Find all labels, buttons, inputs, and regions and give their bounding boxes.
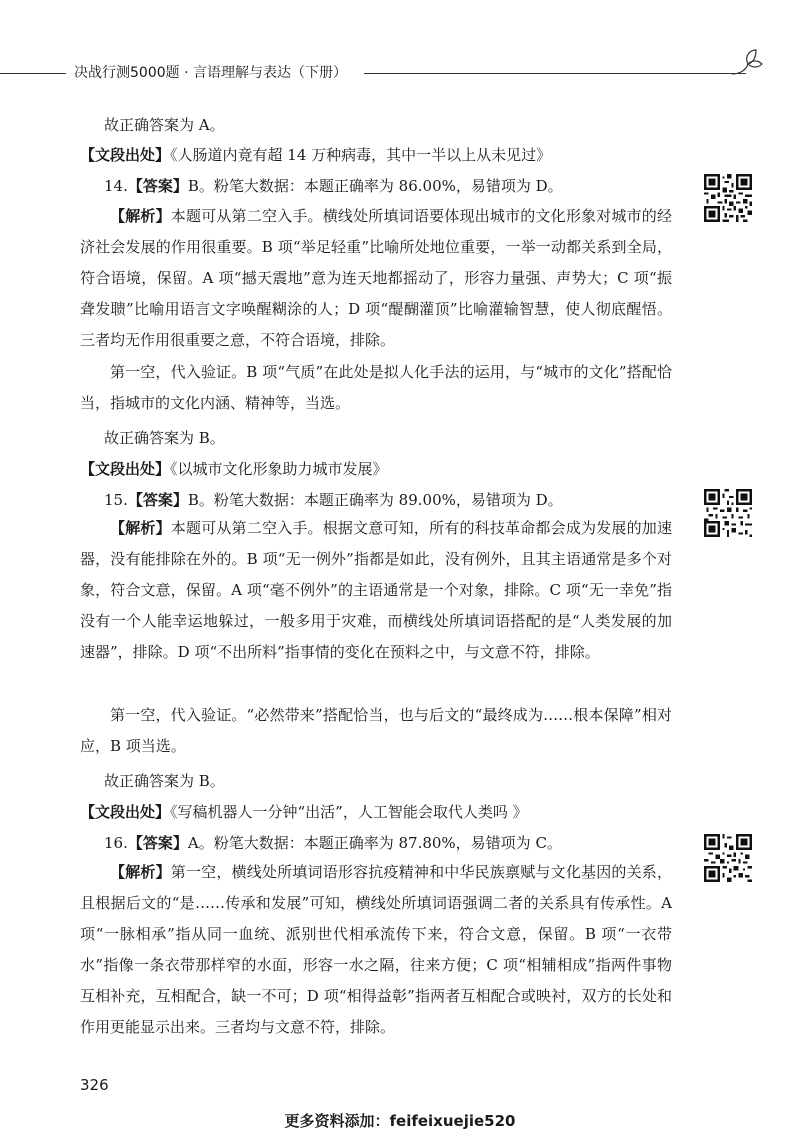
answer-line: 故正确答案为 A。 [104, 116, 225, 134]
source-title: 《以城市文化形象助力城市发展》 [170, 460, 388, 478]
answer-line: 故正确答案为 B。 [104, 429, 225, 447]
header-rule-left [0, 73, 66, 74]
analysis-text: 第一空，横线处所填词语形容抗疫精神和中华民族禀赋与文化基因的关系，且根据后文的“是……传承和发展”可知，横线处所填词语强调二者的关系具有传承性。A 项“一脉相承”指从同一血统、派别世代相承流传下来，符合文意，保留。B 项“一衣带水”指像一条衣带那样窄的水面，形容一水之隔，往来方便；C 项“相辅相成”指两件事物互相补充，互相配合，缺一不可；D 项“相得益彰”指两者互相配合或映衬，双方的长处和作用更能显示出来。三者均与文意不符，排除。 [80, 863, 672, 1036]
answer-text: B。粉笔大数据：本题正确率为 86.00%，易错项为 D。 [187, 177, 563, 195]
question-15-analysis-2: 第一空，代入验证。“必然带来”搭配恰当，也与后文的“最终成为……根本保障”相对应，B 项当选。 [80, 706, 672, 755]
answer-label: 【答案】 [127, 834, 188, 852]
qr-code-icon[interactable] [704, 489, 752, 537]
source-label: 【文段出处】 [80, 803, 171, 821]
answer-text: B。粉笔大数据：本题正确率为 89.00%，易错项为 D。 [187, 491, 563, 509]
source-line [80, 458, 388, 479]
source-line [80, 801, 528, 822]
qr-code-icon[interactable] [704, 174, 752, 222]
source-title: 《写稿机器人一分钟“出活”，人工智能会取代人类吗 》 [170, 803, 528, 821]
answer-label: 【答案】 [127, 491, 188, 509]
page-number: 326 [80, 1076, 109, 1094]
analysis-label: 【解析】 [110, 519, 171, 537]
question-14-analysis-2: 第一空，代入验证。B 项“气质”在此处是拟人化手法的运用，与“城市的文化”搭配恰当，指城市的文化内涵、精神等，当选。 [80, 363, 672, 412]
leaf-icon [726, 44, 766, 84]
question-16-analysis [80, 857, 672, 1043]
question-16-answer [104, 832, 562, 853]
answer-label: 【答案】 [127, 177, 188, 195]
question-15-answer [104, 489, 563, 510]
running-header [0, 62, 800, 86]
question-15-analysis [80, 513, 672, 668]
qr-code-icon[interactable] [704, 834, 752, 882]
analysis-text: 本题可从第二空入手。横线处所填词语要体现出城市的文化形象对城市的经济社会发展的作用很重要。B 项“举足轻重”比喻所处地位重要，一举一动都关系到全局，符合语境，保留。A 项“撼天震地”意为连天地都摇动了，形容力量强、声势大；C 项“振聋发聩”比喻用语言文字唤醒糊涂的人；D 项“醍醐灌顶”比喻灌输智慧，使人彻底醒悟。三者均无作用很重要之意，不符合语境，排除。 [80, 207, 672, 349]
analysis-label: 【解析】 [110, 207, 171, 225]
question-14-answer [104, 175, 563, 196]
answer-text: A。粉笔大数据：本题正确率为 87.80%，易错项为 C。 [187, 834, 562, 852]
question-14-analysis [80, 201, 672, 356]
analysis-label: 【解析】 [110, 863, 171, 881]
question-number: 16. [104, 834, 128, 852]
footer-note: 更多资料添加：feifeixuejie520 [284, 1112, 516, 1130]
question-number: 14. [104, 177, 128, 195]
header-rule-right [364, 73, 746, 74]
source-label: 【文段出处】 [80, 146, 171, 164]
source-line [80, 144, 551, 165]
analysis-text: 本题可从第二空入手。根据文意可知，所有的科技革命都会成为发展的加速器，没有能排除在外的。B 项“无一例外”指都是如此，没有例外，且其主语通常是多个对象，符合文意，保留。A 项“毫不例外”的主语通常是一个对象，排除。C 项“无一幸免”指没有一个人能幸运地躲过，一般多用于灾难，而横线处所填词语搭配的是“人类发展的加速器”，排除。D 项“不出所料”指事情的变化在预料之中，与文意不符，排除。 [80, 519, 672, 661]
source-label: 【文段出处】 [80, 460, 171, 478]
source-title: 《人肠道内竟有超 14 万种病毒，其中一半以上从未见过》 [170, 146, 552, 164]
question-number: 15. [104, 491, 128, 509]
book-title: 决战行测5000题 · 言语理解与表达（下册） [74, 65, 347, 81]
answer-line: 故正确答案为 B。 [104, 772, 225, 790]
